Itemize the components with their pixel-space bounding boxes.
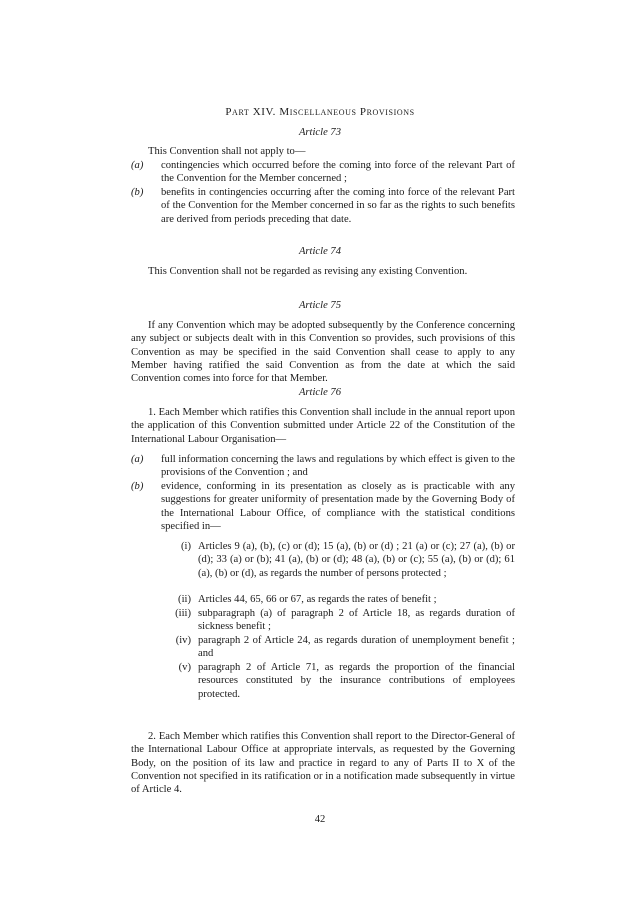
subitem-label: (iv) (175, 635, 191, 646)
article-76-item-a (131, 453, 515, 480)
article-76-paragraph-1: 1. Each Member which ratifies this Convention shall include in the annual report upon the application of this Convention submitted under Article 22 of the Constitution of the International Labour Organisation— (131, 407, 515, 445)
subitem-label: (ii) (178, 594, 191, 605)
article-74-text: This Convention shall not be regarded as revising any existing Convention. (148, 266, 468, 277)
item-text: evidence, conforming in its presentation as closely as is practicable with any suggestions for greater uniformity of presentation made by the Governing Body of the International Labour Office, of compliance with the statistical conditions specified in— (161, 481, 515, 532)
item-label: (a) (131, 160, 144, 171)
item-text: benefits in contingencies occurring after the coming into force of the relevant Part of the Convention for the Member concerned in so far as the rights to such benefits are derived from periods preceding that date. (161, 187, 515, 225)
subitem-ii (163, 593, 515, 606)
part-heading: Part XIV. Miscellaneous Provisions (225, 106, 415, 118)
subitem-text: Articles 44, 65, 66 or 67, as regards the rates of benefit ; (198, 594, 437, 605)
article-73-intro: This Convention shall not apply to— (148, 146, 306, 157)
article-76-paragraph-2: 2. Each Member which ratifies this Convention shall report to the Director-General of the International Labour Office at appropriate intervals, as requested by the Governing Body, on the position of its law and practice in regard to any of Parts II to X of the Convention not specified in its ratification or in a notification made subsequently in virtue of Article 4. (131, 731, 515, 796)
subitem-label: (i) (181, 541, 191, 552)
subitem-text: paragraph 2 of Article 71, as regards the proportion of the financial resources constituted by the insurance contributions of employees protected. (198, 662, 515, 700)
article-76-item-b (131, 480, 515, 533)
article-76-title: Article 76 (298, 387, 342, 398)
article-73-item-a (131, 159, 515, 186)
subitem-iv (163, 634, 515, 661)
subitem-i (163, 540, 515, 580)
subitem-text: subparagraph (a) of paragraph 2 of Article 18, as regards duration of sickness benefit ; (198, 608, 515, 633)
item-label: (b) (131, 187, 144, 198)
article-75-text: If any Convention which may be adopted subsequently by the Conference concerning any subject or subjects dealt with in this Convention so provides, such provisions of this Convention as may be specified in the said Convention shall cease to apply to any Member having ratified the said Convention as from the date at which the said Convention comes into force for that Member. (131, 320, 515, 385)
article-75-title: Article 75 (298, 300, 342, 311)
article-74-title: Article 74 (298, 246, 342, 257)
item-text: contingencies which occurred before the coming into force of the relevant Part of the Convention for the Member concerned ; (161, 160, 515, 185)
item-text: full information concerning the laws and regulations by which effect is given to the provisions of the Convention ; and (161, 454, 515, 479)
item-label: (a) (131, 454, 144, 465)
page-number: 42 (314, 814, 326, 825)
subitem-text: paragraph 2 of Article 24, as regards duration of unemployment benefit ; and (198, 635, 515, 660)
subitem-label: (iii) (175, 608, 191, 619)
item-label: (b) (131, 481, 144, 492)
article-73-title: Article 73 (298, 127, 342, 138)
subitem-iii (163, 607, 515, 634)
article-73-item-b (131, 186, 515, 226)
subitem-label: (v) (178, 662, 191, 673)
subitem-v (163, 661, 515, 701)
subitem-text: Articles 9 (a), (b), (c) or (d); 15 (a), (b) or (d) ; 21 (a) or (c); 27 (a), (b) or (d); 33 (a) or (b); 41 (a), (b) or (d); 48 (a), (b) or (c); 55 (a), (b) or (d); 61 (a), (b) or (d), as regards the number of persons protected ; (198, 541, 515, 579)
